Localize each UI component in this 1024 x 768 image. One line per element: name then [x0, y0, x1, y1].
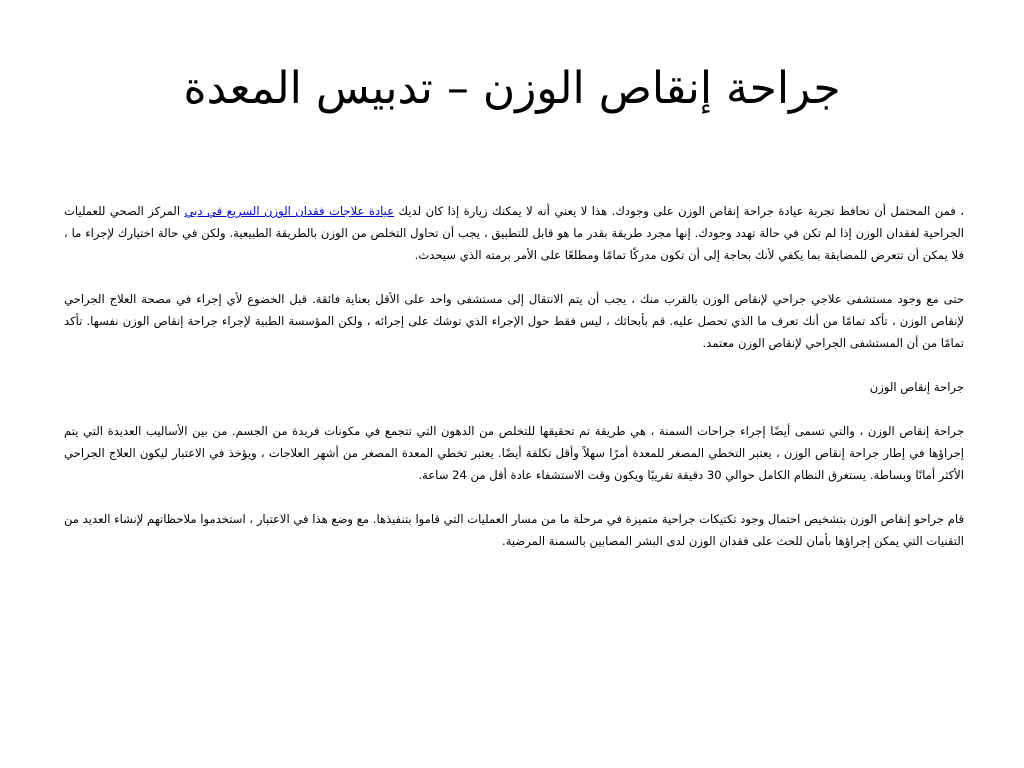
clinic-link[interactable]: عيادة علاجات فقدان الوزن السريع في دبي [184, 204, 395, 218]
paragraph-1-text-before: ، فمن المحتمل أن تحافظ تجربة عيادة جراحة إنقاص الوزن على وجودك. هذا لا يعني أنه لا يمكنك زيارة إذا كان لديك [394, 204, 965, 218]
section-heading: جراحة إنقاص الوزن [869, 380, 964, 394]
paragraph-1 [64, 200, 964, 266]
paragraph-1-text-after: المركز الصحي للعمليات الجراحية لفقدان الوزن إذا لم تكن في حالة تهدد وجودك. إنها مجرد طريقة بقدر ما هو قابل للتطبيق ، يجب أن تحاول التخلص من الوزن بالطريقة الطبيعية. ولكن في حالة اختيارك لإجراء ما ، فلا يمكن أن تتعرض للمضايقة بما يكفي لأنك بحاجة إلى أن تكون مدركًا تمامًا ومطلعًا على الأمر برمته الذي سيحدث. [64, 204, 964, 262]
page-title: جراحة إنقاص الوزن – تدبيس المعدة [183, 63, 841, 114]
paragraph-4: قام جراحو إنقاص الوزن بتشخيص احتمال وجود تكتيكات جراحية متميزة في مرحلة ما من مسار العمليات التي قاموا بتنفيذها. مع وضع هذا في الاعتبار ، استخدموا ملاحظاتهم لإنشاء العديد من التقنيات التي يمكن إجراؤها بأمان للحث على فقدان الوزن لدى البشر المصابين بالسمنة المرضية. [63, 512, 964, 548]
paragraph-2: حتى مع وجود مستشفى علاجي جراحي لإنقاص الوزن بالقرب منك ، يجب أن يتم الانتقال إلى مستشفى واحد على الأقل بعناية فائقة. قبل الخضوع لأي إجراء في مصحة العلاج الجراحي لإنقاص الوزن ، تأكد تمامًا من أنك تعرف ما الذي تحصل عليه. قم بأبحاثك ، ليس فقط حول الإجراء الذي توشك على إجرائه ، ولكن المؤسسة الطبية لإجراء جراحة إنقاص الوزن نفسها. تأكد تمامًا من أن المستشفى الجراحي لإنقاص الوزن معتمد. [64, 292, 964, 350]
document-body [64, 200, 964, 574]
paragraph-3: جراحة إنقاص الوزن ، والتي تسمى أيضًا إجراء جراحات السمنة ، هي طريقة تم تحقيقها للتخلص من الدهون التي تتجمع في مكونات فريدة من الجسم. من بين الأساليب العديدة التي يتم إجراؤها في إطار جراحة إنقاص الوزن ، يعتبر التخطي المصغر للمعدة أمرًا سهلاً وأقل تكلفة أيضًا. يعتبر تخطي المعدة المصغر من أشهر العلاجات ، ويؤخذ في الاعتبار ليكون العلاج الجراحي الأكثر أمانًا وبساطة. يستغرق النظام الكامل حوالي 30 دقيقة تقريبًا ويكون وقت الاستشفاء عادة أقل من 24 ساعة. [64, 424, 964, 482]
